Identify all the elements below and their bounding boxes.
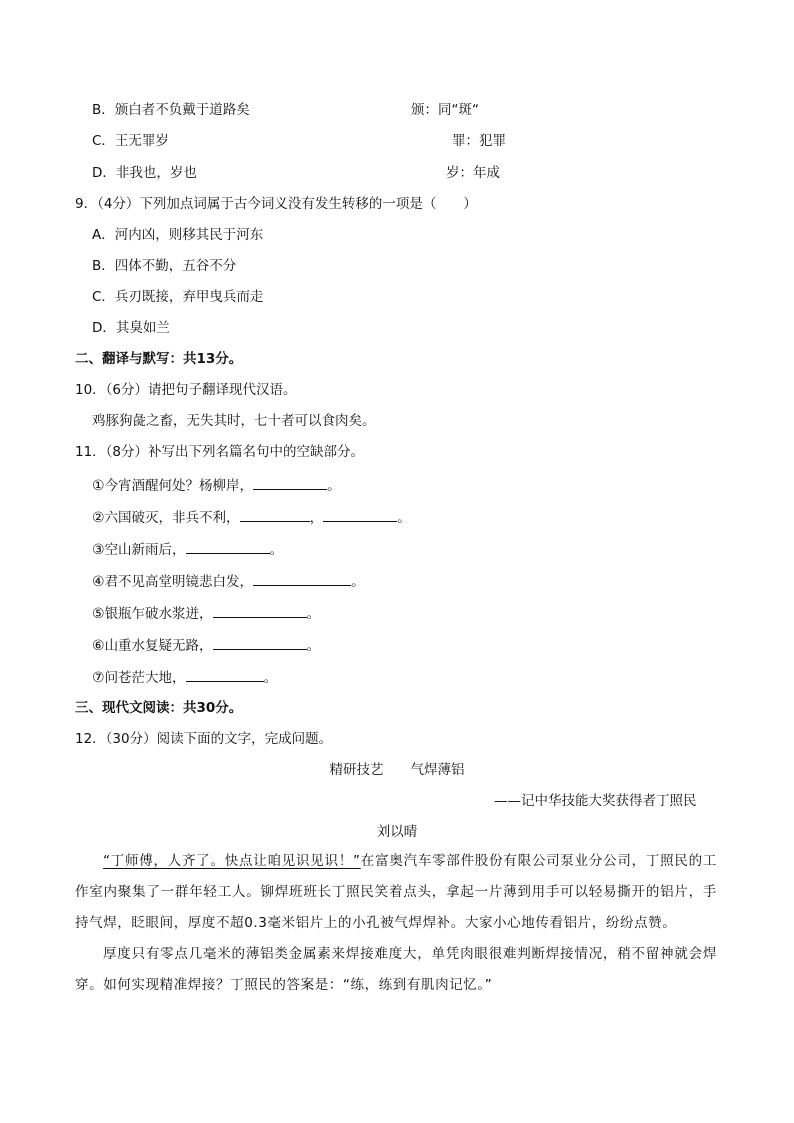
fill-blank[interactable]	[186, 667, 264, 682]
q9-stem: 9．（4分）下列加点词属于古今词义没有发生转移的一项是（ ）	[75, 196, 477, 212]
q8-option-d: D．非我也，岁也	[92, 165, 197, 181]
q8-option-b: B．颁白者不负戴于道路矣	[92, 102, 250, 118]
fill-blank[interactable]	[213, 603, 307, 618]
q9-option-d: D．其臭如兰	[92, 320, 170, 336]
fill-blank[interactable]	[240, 507, 310, 522]
fill-blank[interactable]	[323, 507, 397, 522]
q11-item-4: ④君不见高堂明镜悲白发， 。	[92, 571, 365, 592]
fill-blank[interactable]	[186, 539, 270, 554]
q8-option-c: C．王无罪岁	[92, 133, 169, 149]
article-author: 刘以晴	[376, 824, 418, 840]
fill-blank[interactable]	[253, 571, 351, 586]
q11-item-6: ⑥山重水复疑无路， 。	[92, 635, 320, 656]
article-title: 精研技艺 气焊薄铝	[329, 762, 465, 778]
article-paragraph-2: 厚度只有零点几毫米的薄铝类金属素来焊接难度大，单凭肉眼很难判断焊接情况，稍不留神就会焊穿。如何实现精准焊接？丁照民的答案是：“练，练到有肌肉记忆。”	[75, 946, 717, 993]
q11-item-1: ①今宵酒醒何处？杨柳岸， 。	[92, 475, 341, 496]
q9-option-c: C．兵刃既接，弃甲曳兵而走	[92, 289, 264, 305]
q11-item-5: ⑤银瓶乍破水浆迸， 。	[92, 603, 320, 624]
q11-item-3: ③空山新雨后， 。	[92, 539, 283, 560]
q10-stem: 10．（6分）请把句子翻译现代汉语。	[75, 382, 297, 398]
q8-option-d-note: 岁：年成	[446, 165, 500, 181]
fill-blank[interactable]	[213, 635, 307, 650]
article-quote: “丁师傅，人齐了。快点让咱见识见识！”	[103, 853, 361, 869]
q9-option-b: B．四体不勤，五谷不分	[92, 258, 237, 274]
q11-item-7: ⑦问苍茫大地， 。	[92, 667, 277, 688]
section-3-heading: 三、现代文阅读：共30分。	[75, 700, 243, 716]
fill-blank[interactable]	[253, 475, 327, 490]
q11-stem: 11．（8分）补写出下列名篇名句中的空缺部分。	[75, 444, 365, 460]
article-body	[75, 846, 717, 1001]
q12-stem: 12．（30分）阅读下面的文字，完成问题。	[75, 731, 333, 747]
q11-item-2: ②六国破灭，非兵不利， ， 。	[92, 507, 411, 528]
article-subtitle: ——记中华技能大奖获得者丁照民	[494, 793, 697, 809]
article-paragraph-1: “丁师傅，人齐了。快点让咱见识见识！”在富奥汽车零部件股份有限公司泵业分公司，丁照民的工作室内聚集了一群年轻工人。铆焊班班长丁照民笑着点头，拿起一片薄到用手可以轻易撕开的铝片，手持气焊，眨眼间，厚度不超0.3毫米铝片上的小孔被气焊焊补。大家小心地传看铝片，纷纷点赞。	[75, 853, 717, 931]
q8-option-c-note: 罪：犯罪	[452, 133, 506, 149]
q9-option-a: A．河内凶，则移其民于河东	[92, 227, 264, 243]
q10-sentence: 鸡豚狗彘之畜，无失其时，七十者可以食肉矣。	[92, 413, 376, 429]
q8-option-b-note: 颁：同“斑“	[411, 102, 479, 118]
section-2-heading: 二、翻译与默写：共13分。	[75, 351, 243, 367]
